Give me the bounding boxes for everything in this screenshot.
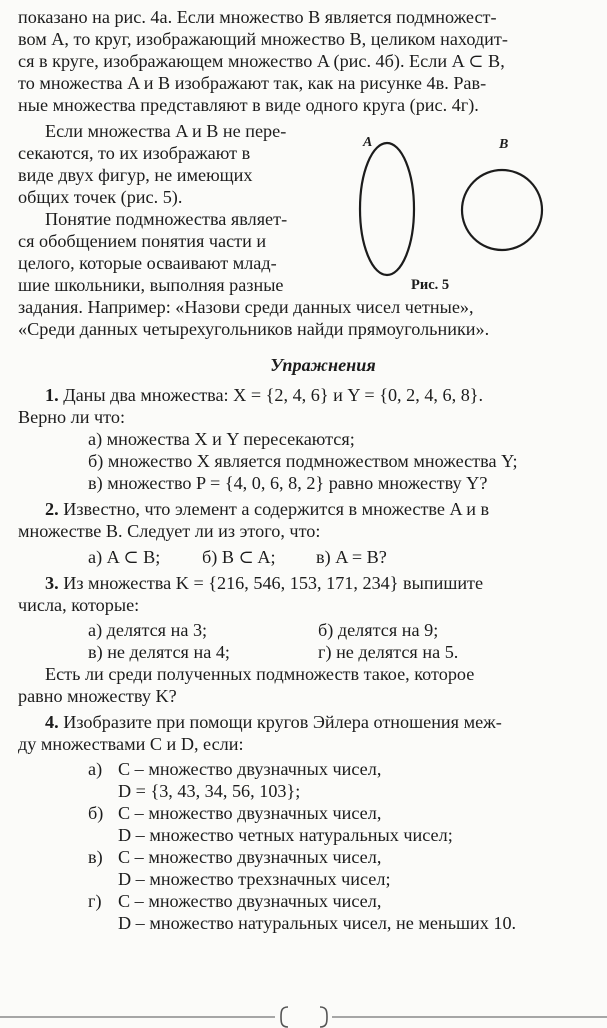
- text-line: ся обобщением понятия части и: [18, 231, 267, 251]
- option-b: б) множество X является подмножеством множества Y;: [88, 451, 518, 471]
- text-line: множестве B. Следует ли из этого, что:: [18, 521, 321, 541]
- disjoint-sets-paragraph: [18, 120, 324, 208]
- item-label: б): [88, 803, 104, 823]
- exercise-number: 4.: [45, 712, 59, 732]
- text-line: ся в круге, изображающем множество A (рис. 4б). Если A ⊂ B,: [18, 51, 505, 71]
- item-d-text: D – множество четных натуральных чисел;: [118, 825, 453, 845]
- exercise-text: Даны два множества: X = {2, 4, 6} и Y = {0, 2, 4, 6, 8}.: [63, 385, 484, 405]
- text-line: шие школьники, выполняя разные: [18, 275, 284, 295]
- list-item: [18, 802, 590, 824]
- item-label: г): [88, 891, 102, 911]
- item-c-text: C – множество двузначных чисел,: [118, 759, 382, 779]
- item-label: а): [88, 759, 103, 779]
- option-c: в) множество P = {4, 0, 6, 8, 2} равно множеству Y?: [88, 473, 488, 493]
- text-line: числа, которые:: [18, 595, 140, 615]
- exercise-3: [18, 572, 590, 707]
- text-line: равно множеству K?: [18, 686, 177, 706]
- list-item: [18, 890, 590, 912]
- text-line: секаются, то их изображают в: [18, 143, 251, 163]
- set-a-label: A: [363, 135, 373, 150]
- item-d-text: D – множество натуральных чисел, не меньших 10.: [118, 913, 517, 933]
- item-d-text: D – множество трехзначных чисел;: [118, 869, 391, 889]
- exercise-2: [18, 498, 590, 568]
- text-line: Понятие подмножества являет-: [45, 209, 288, 229]
- intro-paragraph: [18, 6, 590, 116]
- option-d: г) не делятся на 5.: [318, 642, 459, 662]
- euler-items: [18, 758, 590, 934]
- item-label: в): [88, 847, 103, 867]
- option-b: б) делятся на 9;: [318, 620, 439, 640]
- text-line: Если множества A и B не пере-: [45, 121, 287, 141]
- text-line: Есть ли среди полученных подмножеств такое, которое: [45, 664, 475, 684]
- text-line: ду множествами C и D, если:: [18, 734, 244, 754]
- text-line: вом A, то круг, изображающий множество B, целиком находит-: [18, 29, 508, 49]
- exercises-heading: Упражнения: [270, 355, 376, 375]
- item-c-text: C – множество двузначных чисел,: [118, 847, 382, 867]
- item-c-text: C – множество двузначных чисел,: [118, 891, 382, 911]
- option-c: в) A = B?: [316, 547, 387, 567]
- set-b-circle: [462, 170, 542, 250]
- option-c: в) не делятся на 4;: [88, 642, 230, 662]
- exercise-number: 1.: [45, 385, 59, 405]
- text-line: задания. Например: «Назови среди данных чисел четные»,: [18, 297, 474, 317]
- set-b-label: B: [499, 137, 509, 152]
- exercise-number: 2.: [45, 499, 59, 519]
- exercise-4: [18, 711, 590, 934]
- set-a-ellipse: [360, 143, 414, 275]
- text-line: ные множества представляют в виде одного круга (рис. 4г).: [18, 95, 479, 115]
- figure-caption: Рис. 5: [411, 277, 450, 293]
- item-c-text: C – множество двузначных чисел,: [118, 803, 382, 823]
- option-a: а) A ⊂ B;: [88, 547, 161, 567]
- footer-brace-left: [281, 1007, 288, 1027]
- list-item: [18, 846, 590, 868]
- text-line: целого, которые осваивают млад-: [18, 253, 277, 273]
- exercise-text: Изобразите при помощи кругов Эйлера отношения меж-: [63, 712, 502, 732]
- text-line: общих точек (рис. 5).: [18, 187, 183, 207]
- text-line: виде двух фигур, не имеющих: [18, 165, 253, 185]
- text-line: «Среди данных четырехугольников найди прямоугольники».: [18, 319, 490, 339]
- option-a: а) множества X и Y пересекаются;: [88, 429, 355, 449]
- option-a: а) делятся на 3;: [88, 620, 208, 640]
- exercise-1: [18, 384, 590, 494]
- text-line: то множества A и B изображают так, как на рисунке 4в. Рав-: [18, 73, 487, 93]
- footer-brace-right: [320, 1007, 327, 1027]
- page-footer-ornament: [0, 1006, 607, 1028]
- exercise-text: Известно, что элемент a содержится в множестве A и в: [63, 499, 490, 519]
- option-b: б) B ⊂ A;: [202, 547, 276, 567]
- euler-diagram-figure: [335, 128, 585, 303]
- exercise-text: Из множества K = {216, 546, 153, 171, 234} выпишите: [63, 573, 484, 593]
- list-item: [18, 758, 590, 780]
- exercise-number: 3.: [45, 573, 59, 593]
- text-line: Верно ли что:: [18, 407, 126, 427]
- text-line: показано на рис. 4а. Если множество B является подмножест-: [18, 7, 497, 27]
- item-d-text: D = {3, 43, 34, 56, 103};: [118, 781, 301, 801]
